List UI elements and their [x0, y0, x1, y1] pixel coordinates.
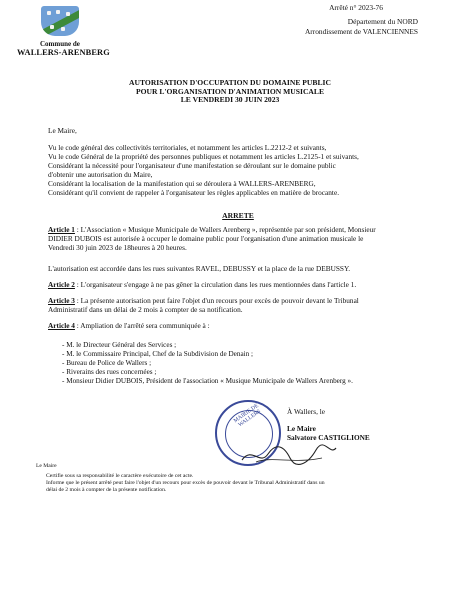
article-1-line: Vendredi 30 juin 2023 de 18heures à 20 heures.: [48, 242, 187, 252]
article-1-label: Article 1: [48, 225, 75, 234]
recipient-item: - Bureau de Police de Wallers ;: [62, 359, 152, 368]
stamp-text: MAIRIE DE WALLERS: [232, 402, 263, 429]
article-1-line: DIDIER DUBOIS est autorisée à occuper le domaine public pour l'organisation d'une animation musicale le: [48, 233, 364, 243]
coat-of-arms-icon: [41, 6, 79, 36]
preamble-line: Considérant la localisation de la manifestation qui se déroulera à WALLERS-ARENBERG,: [48, 178, 316, 188]
article-3-label: Article 3: [48, 296, 75, 305]
footer-line: délai de 2 mois à compter de la présente notification.: [46, 487, 167, 493]
footer-line: Informe que le présent arrêté peut faire l'objet d'un recours pour excès de pouvoir devant le Tribunal Administratif dans un: [46, 480, 325, 486]
article-3: [48, 297, 423, 315]
recipient-item: - Riverains des rues concernées ;: [62, 368, 157, 377]
signature-place: À Wallers, le: [287, 407, 325, 416]
preamble-line: Vu le code Général de la propriété des personnes publiques et notamment les articles L.2125-1 et suivants,: [48, 151, 359, 161]
commune-label: Commune de: [40, 40, 80, 48]
recipient-item: - M. le Directeur Général des Services ;: [62, 341, 177, 349]
document-title: [40, 79, 420, 105]
article-2-text: : L'organisateur s'engage à ne pas gêner la circulation dans les rues mentionnées dans l'article 1.: [74, 280, 357, 289]
preamble-line: Considérant la nécessité pour l'organisateur d'une manifestation se déroulant sur le domaine public: [48, 160, 336, 170]
article-4-label: Article 4: [48, 321, 75, 330]
article-1: [48, 226, 423, 253]
article-4: [48, 322, 423, 331]
signature-title: Le Maire: [287, 424, 316, 433]
signature-name: Salvatore CASTIGLIONE: [287, 433, 370, 442]
le-maire: Le Maire,: [48, 126, 77, 135]
arrete-number: Arrêté n° 2023-76: [329, 3, 383, 12]
preamble: [48, 144, 423, 197]
title-line: LE VENDREDI 30 JUIN 2023: [180, 95, 280, 105]
article-4-text: : Ampliation de l'arrêté sera communiquée à :: [74, 321, 210, 330]
preamble-line: Considérant qu'il convient de rappeler à l'organisateur les règles applicables en matière de brocante.: [48, 187, 340, 197]
footer-line: Certifie sous sa responsabilité le caractère exécutoire de cet acte.: [46, 473, 194, 479]
article-1-extra: L'autorisation est accordée dans les rues suivantes RAVEL, DEBUSSY et la place de la rue DEBUSSY.: [48, 264, 351, 273]
article-3-line: Administratif dans un délai de 2 mois à compter de sa notification.: [48, 304, 243, 314]
article-3-line: : La présente autorisation peut faire l'objet d'un recours pour excès de pouvoir devant le Tribunal: [74, 296, 359, 305]
recipient-list: [62, 341, 432, 386]
title-line: AUTORISATION D'OCCUPATION DU DOMAINE PUBLIC: [129, 78, 331, 87]
title-line: POUR L'ORGANISATION D'ANIMATION MUSICALE: [135, 86, 325, 96]
footer-left-label: Le Maire: [36, 463, 57, 469]
arrete-heading: ARRETE: [222, 211, 254, 220]
commune-name: WALLERS-ARENBERG: [17, 48, 110, 57]
preamble-line: Vu le code général des collectivités territoriales, et notamment les articles L.2212-2 et suivants,: [48, 143, 327, 152]
arrondissement: Arrondissement de VALENCIENNES: [304, 27, 418, 36]
preamble-line: d'obtenir une autorisation du Maire,: [48, 169, 153, 179]
handwritten-signature: [238, 442, 338, 468]
article-1-line: : L'Association « Musique Municipale de Wallers Arenberg », représentée par son président, Monsieur: [74, 225, 376, 234]
recipient-item: - M. le Commissaire Principal, Chef de la Subdivision de Denain ;: [62, 350, 254, 359]
recipient-item: - Monsieur Didier DUBOIS, Président de l'association « Musique Municipale de Wallers Arenberg ».: [62, 377, 353, 386]
footer-certification: [46, 473, 426, 494]
article-2: [48, 281, 423, 290]
departement: Département du NORD: [347, 17, 418, 26]
article-2-label: Article 2: [48, 280, 75, 289]
